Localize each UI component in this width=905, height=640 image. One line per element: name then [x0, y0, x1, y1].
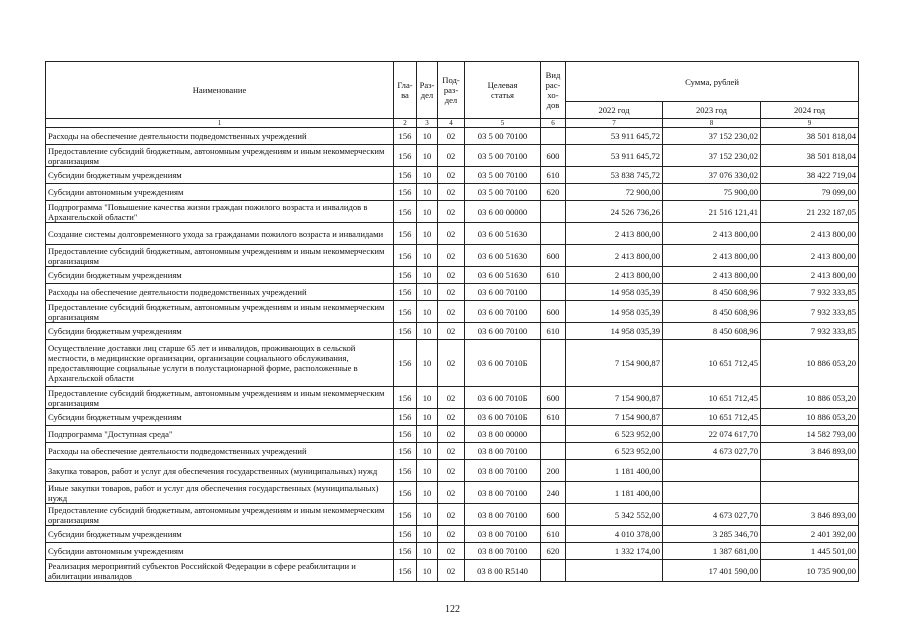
cell-target: 03 8 00 70100 — [465, 504, 541, 526]
cell-razdel: 10 — [417, 267, 438, 284]
table-row — [46, 460, 859, 482]
cell-name: Подпрограмма "Доступная среда" — [46, 426, 394, 443]
cell-sum-2023: 8 450 608,96 — [663, 301, 761, 323]
cell-glava: 156 — [394, 201, 417, 223]
cell-razdel: 10 — [417, 301, 438, 323]
cell-podrazdel: 02 — [438, 128, 465, 145]
cell-razdel: 10 — [417, 323, 438, 340]
cell-vid — [541, 223, 566, 245]
cell-glava: 156 — [394, 267, 417, 284]
cell-target: 03 6 00 00000 — [465, 201, 541, 223]
cell-sum-2024: 7 932 333,85 — [761, 323, 859, 340]
cell-glava: 156 — [394, 387, 417, 409]
cell-vid — [541, 284, 566, 301]
cell-sum-2024: 2 413 800,00 — [761, 267, 859, 284]
cell-name: Предоставление субсидий бюджетным, автономным учреждениям и иным некоммерческим организациям — [46, 387, 394, 409]
cell-sum-2024 — [761, 460, 859, 482]
cell-podrazdel: 02 — [438, 167, 465, 184]
cell-sum-2023: 75 900,00 — [663, 184, 761, 201]
cell-podrazdel: 02 — [438, 145, 465, 167]
header-target — [465, 62, 541, 119]
cell-sum-2022: 1 181 400,00 — [566, 482, 663, 504]
cell-sum-2024: 1 445 501,00 — [761, 543, 859, 560]
cell-sum-2023: 37 152 230,02 — [663, 128, 761, 145]
cell-sum-2023: 3 285 346,70 — [663, 526, 761, 543]
cell-razdel: 10 — [417, 460, 438, 482]
cell-target: 03 6 00 7010Б — [465, 387, 541, 409]
cell-vid: 600 — [541, 504, 566, 526]
cell-glava: 156 — [394, 245, 417, 267]
cell-vid: 620 — [541, 184, 566, 201]
cell-sum-2023: 2 413 800,00 — [663, 267, 761, 284]
cell-podrazdel: 02 — [438, 560, 465, 582]
cell-sum-2024: 2 413 800,00 — [761, 245, 859, 267]
table-row — [46, 426, 859, 443]
cell-sum-2022: 1 181 400,00 — [566, 460, 663, 482]
cell-sum-2023: 4 673 027,70 — [663, 443, 761, 460]
column-number: 1 — [46, 119, 394, 128]
cell-target: 03 8 00 70100 — [465, 526, 541, 543]
cell-target: 03 8 00 70100 — [465, 443, 541, 460]
cell-name: Субсидии автономным учреждениям — [46, 543, 394, 560]
cell-name: Предоставление субсидий бюджетным, автономным учреждениям и иным некоммерческим организациям — [46, 145, 394, 167]
cell-vid: 600 — [541, 245, 566, 267]
cell-sum-2022: 1 332 174,00 — [566, 543, 663, 560]
table-row — [46, 323, 859, 340]
cell-target: 03 5 00 70100 — [465, 128, 541, 145]
cell-target: 03 5 00 70100 — [465, 184, 541, 201]
cell-sum-2023: 2 413 800,00 — [663, 223, 761, 245]
cell-sum-2022: 2 413 800,00 — [566, 223, 663, 245]
table-row — [46, 340, 859, 387]
cell-vid: 200 — [541, 460, 566, 482]
cell-podrazdel: 02 — [438, 460, 465, 482]
table-row — [46, 482, 859, 504]
cell-target: 03 8 00 70100 — [465, 460, 541, 482]
cell-name: Иные закупки товаров, работ и услуг для обеспечения государственных (муниципальных) нужд — [46, 482, 394, 504]
header-podrazdel-label: Под- раз- дел — [442, 75, 460, 105]
table-row — [46, 284, 859, 301]
cell-sum-2023: 8 450 608,96 — [663, 284, 761, 301]
cell-sum-2022: 6 523 952,00 — [566, 443, 663, 460]
cell-sum-2024: 10 886 053,20 — [761, 340, 859, 387]
cell-name: Закупка товаров, работ и услуг для обеспечения государственных (муниципальных) нужд — [46, 460, 394, 482]
table-body — [46, 128, 859, 582]
budget-table — [45, 61, 859, 582]
cell-name: Расходы на обеспечение деятельности подведомственных учреждений — [46, 284, 394, 301]
cell-glava: 156 — [394, 560, 417, 582]
cell-glava: 156 — [394, 460, 417, 482]
page-number: 122 — [445, 604, 460, 615]
cell-vid: 610 — [541, 323, 566, 340]
cell-glava: 156 — [394, 426, 417, 443]
cell-glava: 156 — [394, 323, 417, 340]
cell-podrazdel: 02 — [438, 543, 465, 560]
table-row — [46, 543, 859, 560]
table-row — [46, 526, 859, 543]
table-row — [46, 145, 859, 167]
cell-name: Субсидии бюджетным учреждениям — [46, 409, 394, 426]
column-number: 6 — [541, 119, 566, 128]
table-row — [46, 504, 859, 526]
header-glava-label: Гла- ва — [397, 80, 413, 100]
cell-sum-2023: 21 516 121,41 — [663, 201, 761, 223]
cell-name: Субсидии бюджетным учреждениям — [46, 167, 394, 184]
header-vid — [541, 62, 566, 119]
cell-vid: 240 — [541, 482, 566, 504]
cell-target: 03 8 00 R5140 — [465, 560, 541, 582]
cell-target: 03 6 00 51630 — [465, 245, 541, 267]
header-razdel — [417, 62, 438, 119]
cell-sum-2024: 7 932 333,85 — [761, 301, 859, 323]
cell-sum-2022: 2 413 800,00 — [566, 267, 663, 284]
cell-name: Предоставление субсидий бюджетным, автономным учреждениям и иным некоммерческим организациям — [46, 504, 394, 526]
column-number: 4 — [438, 119, 465, 128]
cell-glava: 156 — [394, 184, 417, 201]
cell-glava: 156 — [394, 504, 417, 526]
cell-vid — [541, 560, 566, 582]
cell-sum-2022: 5 342 552,00 — [566, 504, 663, 526]
cell-razdel: 10 — [417, 284, 438, 301]
cell-podrazdel: 02 — [438, 482, 465, 504]
cell-name: Расходы на обеспечение деятельности подведомственных учреждений — [46, 128, 394, 145]
cell-vid: 610 — [541, 167, 566, 184]
cell-glava: 156 — [394, 301, 417, 323]
cell-sum-2023: 10 651 712,45 — [663, 409, 761, 426]
column-number: 9 — [761, 119, 859, 128]
table-row — [46, 409, 859, 426]
cell-sum-2022: 7 154 900,87 — [566, 387, 663, 409]
table-row — [46, 201, 859, 223]
cell-sum-2022: 14 958 035,39 — [566, 301, 663, 323]
cell-sum-2024 — [761, 482, 859, 504]
cell-vid — [541, 426, 566, 443]
cell-sum-2022: 24 526 736,26 — [566, 201, 663, 223]
cell-name: Предоставление субсидий бюджетным, автономным учреждениям и иным некоммерческим организациям — [46, 245, 394, 267]
cell-name: Субсидии бюджетным учреждениям — [46, 267, 394, 284]
cell-razdel: 10 — [417, 482, 438, 504]
cell-razdel: 10 — [417, 167, 438, 184]
column-number: 7 — [566, 119, 663, 128]
cell-target: 03 6 00 51630 — [465, 267, 541, 284]
cell-sum-2024: 10 735 900,00 — [761, 560, 859, 582]
cell-sum-2024: 38 501 818,04 — [761, 128, 859, 145]
cell-sum-2023: 10 651 712,45 — [663, 387, 761, 409]
cell-podrazdel: 02 — [438, 504, 465, 526]
cell-razdel: 10 — [417, 543, 438, 560]
table-row — [46, 301, 859, 323]
cell-razdel: 10 — [417, 145, 438, 167]
cell-sum-2023: 1 387 681,00 — [663, 543, 761, 560]
cell-target: 03 8 00 70100 — [465, 482, 541, 504]
cell-razdel: 10 — [417, 426, 438, 443]
cell-glava: 156 — [394, 167, 417, 184]
cell-glava: 156 — [394, 128, 417, 145]
cell-podrazdel: 02 — [438, 184, 465, 201]
cell-glava: 156 — [394, 284, 417, 301]
cell-sum-2024: 2 413 800,00 — [761, 223, 859, 245]
cell-sum-2022 — [566, 560, 663, 582]
cell-razdel: 10 — [417, 340, 438, 387]
cell-razdel: 10 — [417, 526, 438, 543]
cell-razdel: 10 — [417, 201, 438, 223]
cell-target: 03 5 00 70100 — [465, 145, 541, 167]
cell-sum-2024: 38 422 719,04 — [761, 167, 859, 184]
cell-razdel: 10 — [417, 245, 438, 267]
cell-sum-2024: 21 232 187,05 — [761, 201, 859, 223]
table-row — [46, 387, 859, 409]
cell-target: 03 5 00 70100 — [465, 167, 541, 184]
table-row — [46, 128, 859, 145]
cell-sum-2024: 3 846 893,00 — [761, 504, 859, 526]
cell-vid: 610 — [541, 267, 566, 284]
cell-glava: 156 — [394, 409, 417, 426]
cell-sum-2024: 7 932 333,85 — [761, 284, 859, 301]
cell-sum-2024: 10 886 053,20 — [761, 387, 859, 409]
table-row — [46, 267, 859, 284]
cell-razdel: 10 — [417, 409, 438, 426]
cell-razdel: 10 — [417, 560, 438, 582]
cell-vid — [541, 201, 566, 223]
cell-sum-2022: 72 900,00 — [566, 184, 663, 201]
cell-sum-2022: 53 838 745,72 — [566, 167, 663, 184]
cell-podrazdel: 02 — [438, 340, 465, 387]
cell-sum-2023: 2 413 800,00 — [663, 245, 761, 267]
cell-podrazdel: 02 — [438, 245, 465, 267]
cell-sum-2022: 4 010 378,00 — [566, 526, 663, 543]
cell-vid: 600 — [541, 387, 566, 409]
cell-target: 03 6 00 51630 — [465, 223, 541, 245]
cell-vid — [541, 443, 566, 460]
cell-sum-2023: 22 074 617,70 — [663, 426, 761, 443]
cell-name: Реализация мероприятий субъектов Российской Федерации в сфере реабилитации и абилитации инвалидов — [46, 560, 394, 582]
cell-target: 03 6 00 70100 — [465, 323, 541, 340]
cell-name: Субсидии автономным учреждениям — [46, 184, 394, 201]
cell-sum-2024: 10 886 053,20 — [761, 409, 859, 426]
cell-razdel: 10 — [417, 128, 438, 145]
cell-vid — [541, 340, 566, 387]
cell-target: 03 8 00 00000 — [465, 426, 541, 443]
cell-sum-2022: 14 958 035,39 — [566, 284, 663, 301]
cell-name: Предоставление субсидий бюджетным, автономным учреждениям и иным некоммерческим организациям — [46, 301, 394, 323]
cell-sum-2022: 2 413 800,00 — [566, 245, 663, 267]
cell-sum-2024: 14 582 793,00 — [761, 426, 859, 443]
cell-sum-2023 — [663, 482, 761, 504]
column-number-row — [46, 119, 859, 128]
cell-glava: 156 — [394, 223, 417, 245]
cell-target: 03 6 00 7010Б — [465, 340, 541, 387]
header-vid-label: Вид рас- хо- дов — [545, 70, 561, 110]
cell-podrazdel: 02 — [438, 443, 465, 460]
cell-glava: 156 — [394, 482, 417, 504]
cell-vid: 610 — [541, 526, 566, 543]
cell-podrazdel: 02 — [438, 301, 465, 323]
cell-podrazdel: 02 — [438, 387, 465, 409]
cell-sum-2023: 8 450 608,96 — [663, 323, 761, 340]
cell-sum-2022: 14 958 035,39 — [566, 323, 663, 340]
cell-target: 03 8 00 70100 — [465, 543, 541, 560]
cell-name: Подпрограмма "Повышение качества жизни граждан пожилого возраста и инвалидов в Архангельской области" — [46, 201, 394, 223]
cell-razdel: 10 — [417, 504, 438, 526]
header-year-2024: 2024 год — [761, 102, 859, 119]
cell-vid: 600 — [541, 145, 566, 167]
column-number: 5 — [465, 119, 541, 128]
cell-podrazdel: 02 — [438, 223, 465, 245]
cell-podrazdel: 02 — [438, 284, 465, 301]
column-number: 2 — [394, 119, 417, 128]
cell-target: 03 6 00 70100 — [465, 284, 541, 301]
header-razdel-label: Раз- дел — [419, 80, 435, 100]
cell-name: Осуществление доставки лиц старше 65 лет и инвалидов, проживающих в сельской местности, в медицинские организации, организации социального обслуживания, предоставляющие социальные услуги в полустационарной форме, расположенные в Архангельской области — [46, 340, 394, 387]
cell-sum-2024: 79 099,00 — [761, 184, 859, 201]
cell-sum-2023: 10 651 712,45 — [663, 340, 761, 387]
cell-name: Расходы на обеспечение деятельности подведомственных учреждений — [46, 443, 394, 460]
cell-sum-2024: 38 501 818,04 — [761, 145, 859, 167]
cell-podrazdel: 02 — [438, 267, 465, 284]
cell-glava: 156 — [394, 340, 417, 387]
cell-sum-2023: 4 673 027,70 — [663, 504, 761, 526]
header-glava — [394, 62, 417, 119]
cell-sum-2023 — [663, 460, 761, 482]
cell-glava: 156 — [394, 443, 417, 460]
cell-sum-2022: 7 154 900,87 — [566, 340, 663, 387]
cell-glava: 156 — [394, 526, 417, 543]
cell-glava: 156 — [394, 145, 417, 167]
table-row — [46, 245, 859, 267]
cell-sum-2023: 17 401 590,00 — [663, 560, 761, 582]
cell-sum-2023: 37 152 230,02 — [663, 145, 761, 167]
cell-vid — [541, 128, 566, 145]
table-row — [46, 184, 859, 201]
header-name: Наименование — [46, 62, 394, 119]
header-podrazdel — [438, 62, 465, 119]
table-row — [46, 560, 859, 582]
cell-name: Субсидии бюджетным учреждениям — [46, 323, 394, 340]
cell-podrazdel: 02 — [438, 323, 465, 340]
cell-podrazdel: 02 — [438, 201, 465, 223]
header-year-2023: 2023 год — [663, 102, 761, 119]
table-row — [46, 167, 859, 184]
cell-razdel: 10 — [417, 443, 438, 460]
cell-glava: 156 — [394, 543, 417, 560]
cell-sum-2024: 3 846 893,00 — [761, 443, 859, 460]
header-target-label: Целевая статья — [487, 80, 518, 100]
column-number: 3 — [417, 119, 438, 128]
table-row — [46, 443, 859, 460]
column-number: 8 — [663, 119, 761, 128]
cell-razdel: 10 — [417, 223, 438, 245]
cell-sum-2023: 37 076 330,02 — [663, 167, 761, 184]
cell-razdel: 10 — [417, 387, 438, 409]
cell-sum-2022: 53 911 645,72 — [566, 145, 663, 167]
header-year-2022: 2022 год — [566, 102, 663, 119]
cell-podrazdel: 02 — [438, 426, 465, 443]
cell-sum-2024: 2 401 392,00 — [761, 526, 859, 543]
cell-podrazdel: 02 — [438, 526, 465, 543]
table-row — [46, 223, 859, 245]
cell-podrazdel: 02 — [438, 409, 465, 426]
cell-sum-2022: 6 523 952,00 — [566, 426, 663, 443]
cell-sum-2022: 7 154 900,87 — [566, 409, 663, 426]
cell-name: Субсидии бюджетным учреждениям — [46, 526, 394, 543]
cell-name: Создание системы долговременного ухода за гражданами пожилого возраста и инвалидами — [46, 223, 394, 245]
cell-vid: 610 — [541, 409, 566, 426]
cell-target: 03 6 00 7010Б — [465, 409, 541, 426]
cell-vid: 600 — [541, 301, 566, 323]
cell-target: 03 6 00 70100 — [465, 301, 541, 323]
cell-vid: 620 — [541, 543, 566, 560]
header-sum: Сумма, рублей — [566, 62, 859, 102]
cell-razdel: 10 — [417, 184, 438, 201]
cell-sum-2022: 53 911 645,72 — [566, 128, 663, 145]
